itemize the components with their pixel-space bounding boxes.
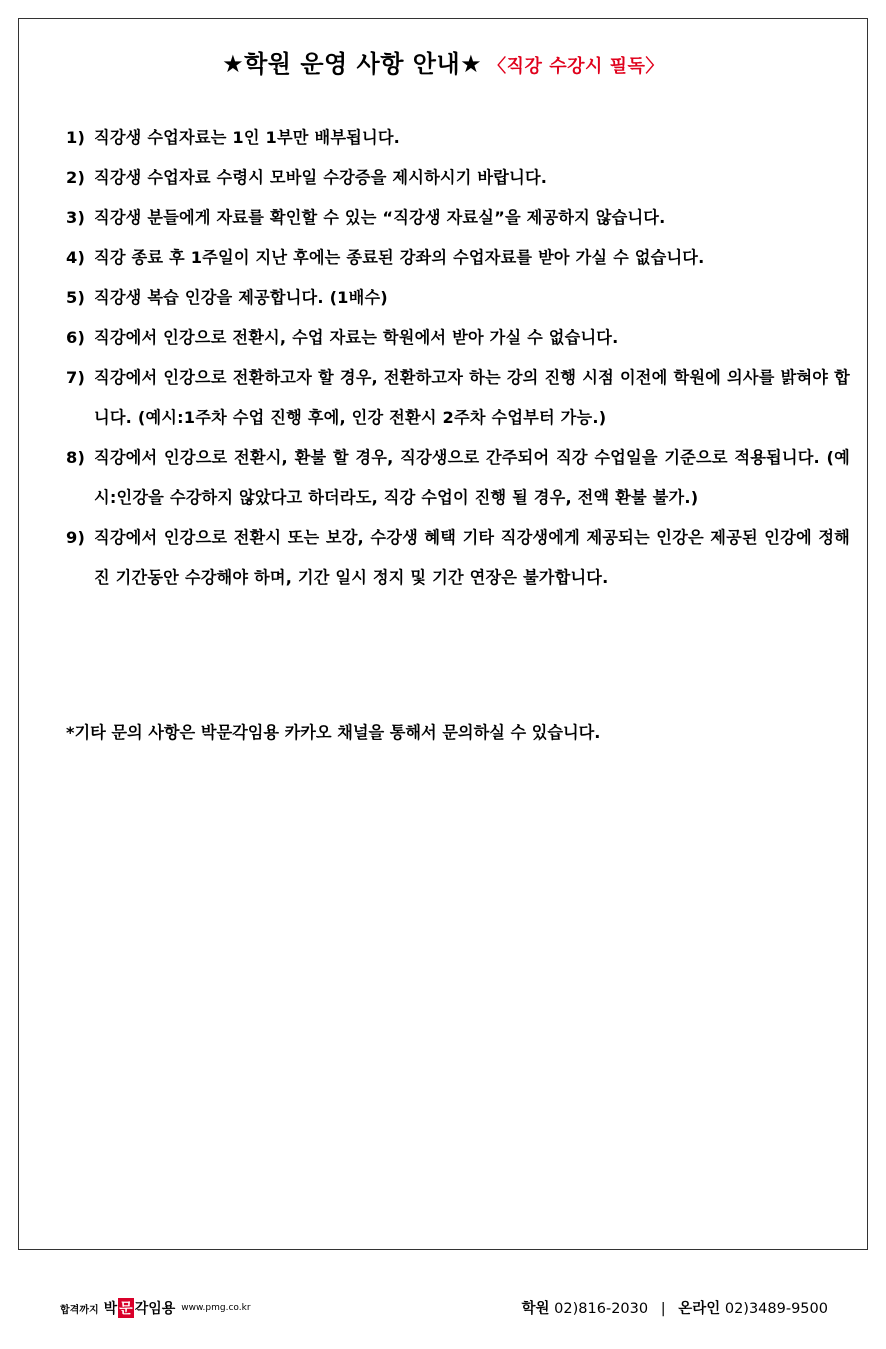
item-text: 직강생 수업자료는 1인 1부만 배부됩니다. bbox=[94, 128, 401, 147]
notice-list bbox=[64, 118, 850, 598]
title-main: ★학원 운영 사항 안내★ bbox=[222, 50, 483, 78]
list-item bbox=[64, 118, 850, 158]
item-text: 직강 종료 후 1주일이 지난 후에는 종료된 강좌의 수업자료를 받아 가실 수 없습니다. bbox=[94, 248, 705, 267]
item-text: 직강에서 인강으로 전환시, 환불 할 경우, 직강생으로 간주되어 직강 수업일을 기준으로 적용됩니다. (예시:인강을 수강하지 않았다고 하더라도, 직강 수업이 진행 될 경우, 전액 환불 불가.) bbox=[94, 448, 850, 507]
list-item bbox=[64, 278, 850, 318]
item-number: 6) bbox=[66, 328, 86, 347]
page-title bbox=[0, 44, 886, 79]
list-item bbox=[64, 318, 850, 358]
footer-logo bbox=[60, 1296, 251, 1320]
list-item bbox=[64, 238, 850, 278]
item-number: 5) bbox=[66, 288, 86, 307]
item-text: 직강에서 인강으로 전환시 또는 보강, 수강생 혜택 기타 직강생에게 제공되는 인강은 제공된 인강에 정해진 기간동안 수강해야 하며, 기간 일시 정지 및 기간 연장은 불가합니다. bbox=[94, 528, 850, 587]
item-text: 직강에서 인강으로 전환시, 수업 자료는 학원에서 받아 가실 수 없습니다. bbox=[94, 328, 619, 347]
item-text: 직강생 분들에게 자료를 확인할 수 있는 “직강생 자료실”을 제공하지 않습니다. bbox=[94, 208, 666, 227]
logo-brand-d: 임용 bbox=[148, 1301, 176, 1317]
academy-phone: 02)816-2030 bbox=[554, 1301, 649, 1317]
list-item bbox=[64, 438, 850, 518]
list-item bbox=[64, 518, 850, 598]
footer-separator: | bbox=[660, 1301, 666, 1317]
item-number: 8) bbox=[66, 448, 86, 467]
item-number: 1) bbox=[66, 128, 86, 147]
title-sub: 〈직강 수강시 필독〉 bbox=[488, 56, 664, 77]
item-number: 7) bbox=[66, 368, 86, 387]
online-label: 온라인 bbox=[678, 1301, 721, 1317]
logo-tagline: 합격까지 bbox=[60, 1304, 99, 1316]
online-phone: 02)3489-9500 bbox=[724, 1301, 828, 1317]
list-item bbox=[64, 158, 850, 198]
logo-brand-a: 박 bbox=[103, 1301, 118, 1317]
footer-contact bbox=[522, 1297, 828, 1318]
academy-label: 학원 bbox=[521, 1301, 550, 1317]
list-item bbox=[64, 358, 850, 438]
item-number: 2) bbox=[66, 168, 86, 187]
logo-brand-b: 문 bbox=[118, 1298, 134, 1318]
logo-brand-c: 각 bbox=[134, 1301, 149, 1317]
item-number: 9) bbox=[66, 528, 86, 547]
list-item bbox=[64, 198, 850, 238]
item-text: 직강생 복습 인강을 제공합니다. (1배수) bbox=[94, 288, 388, 307]
item-number: 4) bbox=[66, 248, 86, 267]
item-number: 3) bbox=[66, 208, 86, 227]
item-text: 직강에서 인강으로 전환하고자 할 경우, 전환하고자 하는 강의 진행 시점 이전에 학원에 의사를 밝혀야 합니다. (예시:1주차 수업 진행 후에, 인강 전환시 2주차 수업부터 가능.) bbox=[94, 368, 850, 427]
contact-note: *기타 문의 사항은 박문각임용 카카오 채널을 통해서 문의하실 수 있습니다. bbox=[66, 723, 601, 742]
item-text: 직강생 수업자료 수령시 모바일 수강증을 제시하시기 바랍니다. bbox=[94, 168, 548, 187]
footer-url: www.pmg.co.kr bbox=[181, 1303, 251, 1313]
